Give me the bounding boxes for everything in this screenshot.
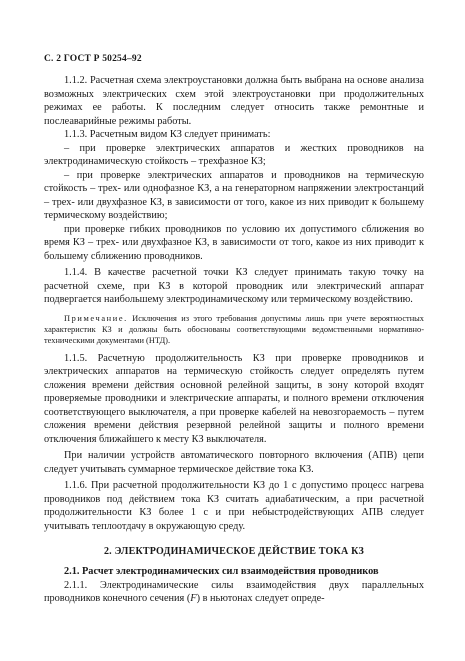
page-header: С. 2 ГОСТ Р 50254–92 — [44, 54, 142, 64]
note-text: Исключения из этого требования допустимы лишь при учете вероятностных характеристик КЗ и должны быть обоснованы соответствующими ведомственными нормативно-техническими документами (НТД). — [44, 313, 424, 345]
paragraph-1-1-3: 1.1.3. Расчетным видом КЗ следует принимать: — [64, 129, 271, 140]
force-variable: F — [190, 593, 197, 604]
document-body — [44, 74, 424, 606]
paragraph-1-1-4: 1.1.4. В качестве расчетной точки КЗ следует принимать такую точку на расчетной схеме, при КЗ в которой проводник или электрический аппарат подвергается наибольшему электродинамическому или термическому воздействию. — [44, 267, 424, 305]
note-paragraph — [44, 313, 424, 346]
paragraph-1-1-5: 1.1.5. Расчетную продолжительность КЗ при проверке проводников и электрических аппаратов на термическую стойкость следует определять путем сложения времени действия основной релейной защиты, в зону которой входят проверяемые проводники и электрические аппараты, и полного времени отключения соответствующего выключателя, а при проверке кабелей на невозгораемость – путем сложения времени действия резервной релейной защиты и полного времени отключения ближайшего к месту КЗ выключателя. — [44, 352, 424, 445]
paragraph-1-1-5-apv: При наличии устройств автоматического повторного включения (АПВ) цепи следует учитывать суммарное термическое действие тока КЗ. — [44, 450, 424, 475]
paragraph-1-1-6: 1.1.6. При расчетной продолжительности КЗ до 1 с допустимо процесс нагрева проводников под действием тока КЗ считать адиабатическим, а при расчетной продолжительности КЗ более 1 с и при небыстродействующих АПВ следует учитывать теплоотдачу в окружающую среду. — [44, 480, 424, 532]
paragraph-1-1-3-item-a: – при проверке электрических аппаратов и жестких проводников на электродинамическую стойкость – трехфазное КЗ; — [44, 142, 424, 167]
paragraph-1-1-3-item-b: – при проверке электрических аппаратов и проводников на термическую стойкость – трех- или однофазное КЗ, а на генераторном напряжении электростанций – трех- или двухфазное КЗ, в зависимости от того, какое из них приводит к большему термическому воздействию; — [44, 169, 424, 221]
paragraph-1-1-2: 1.1.2. Расчетная схема электроустановки должна быть выбрана на основе анализа возможных электрических схем этой электроустановки при продолжительных режимах ее работы. К последним следует относить также ремонтные и послеаварийные режимы работы. — [44, 75, 424, 127]
paragraph-2-1-1-end: ) в ньютонах следует опреде- — [196, 593, 325, 604]
note-label: Примечание. — [64, 313, 128, 323]
section-2-title: 2. ЭЛЕКТРОДИНАМИЧЕСКОЕ ДЕЙСТВИЕ ТОКА КЗ — [103, 546, 365, 557]
subsection-2-1-title: 2.1. Расчет электродинамических сил взаимодействия проводников — [64, 566, 379, 577]
paragraph-2-1-1-start: 2.1.1. Электродинамические силы взаимодействия двух параллельных проводников конечного сечения ( — [44, 579, 424, 604]
paragraph-1-1-3-item-c: при проверке гибких проводников по условию их допустимого сближения во время КЗ – трех- или двухфазное КЗ, в зависимости от того, какое из них приводит к большему сближению проводников. — [44, 223, 424, 262]
paragraph-2-1-1 — [44, 579, 424, 606]
